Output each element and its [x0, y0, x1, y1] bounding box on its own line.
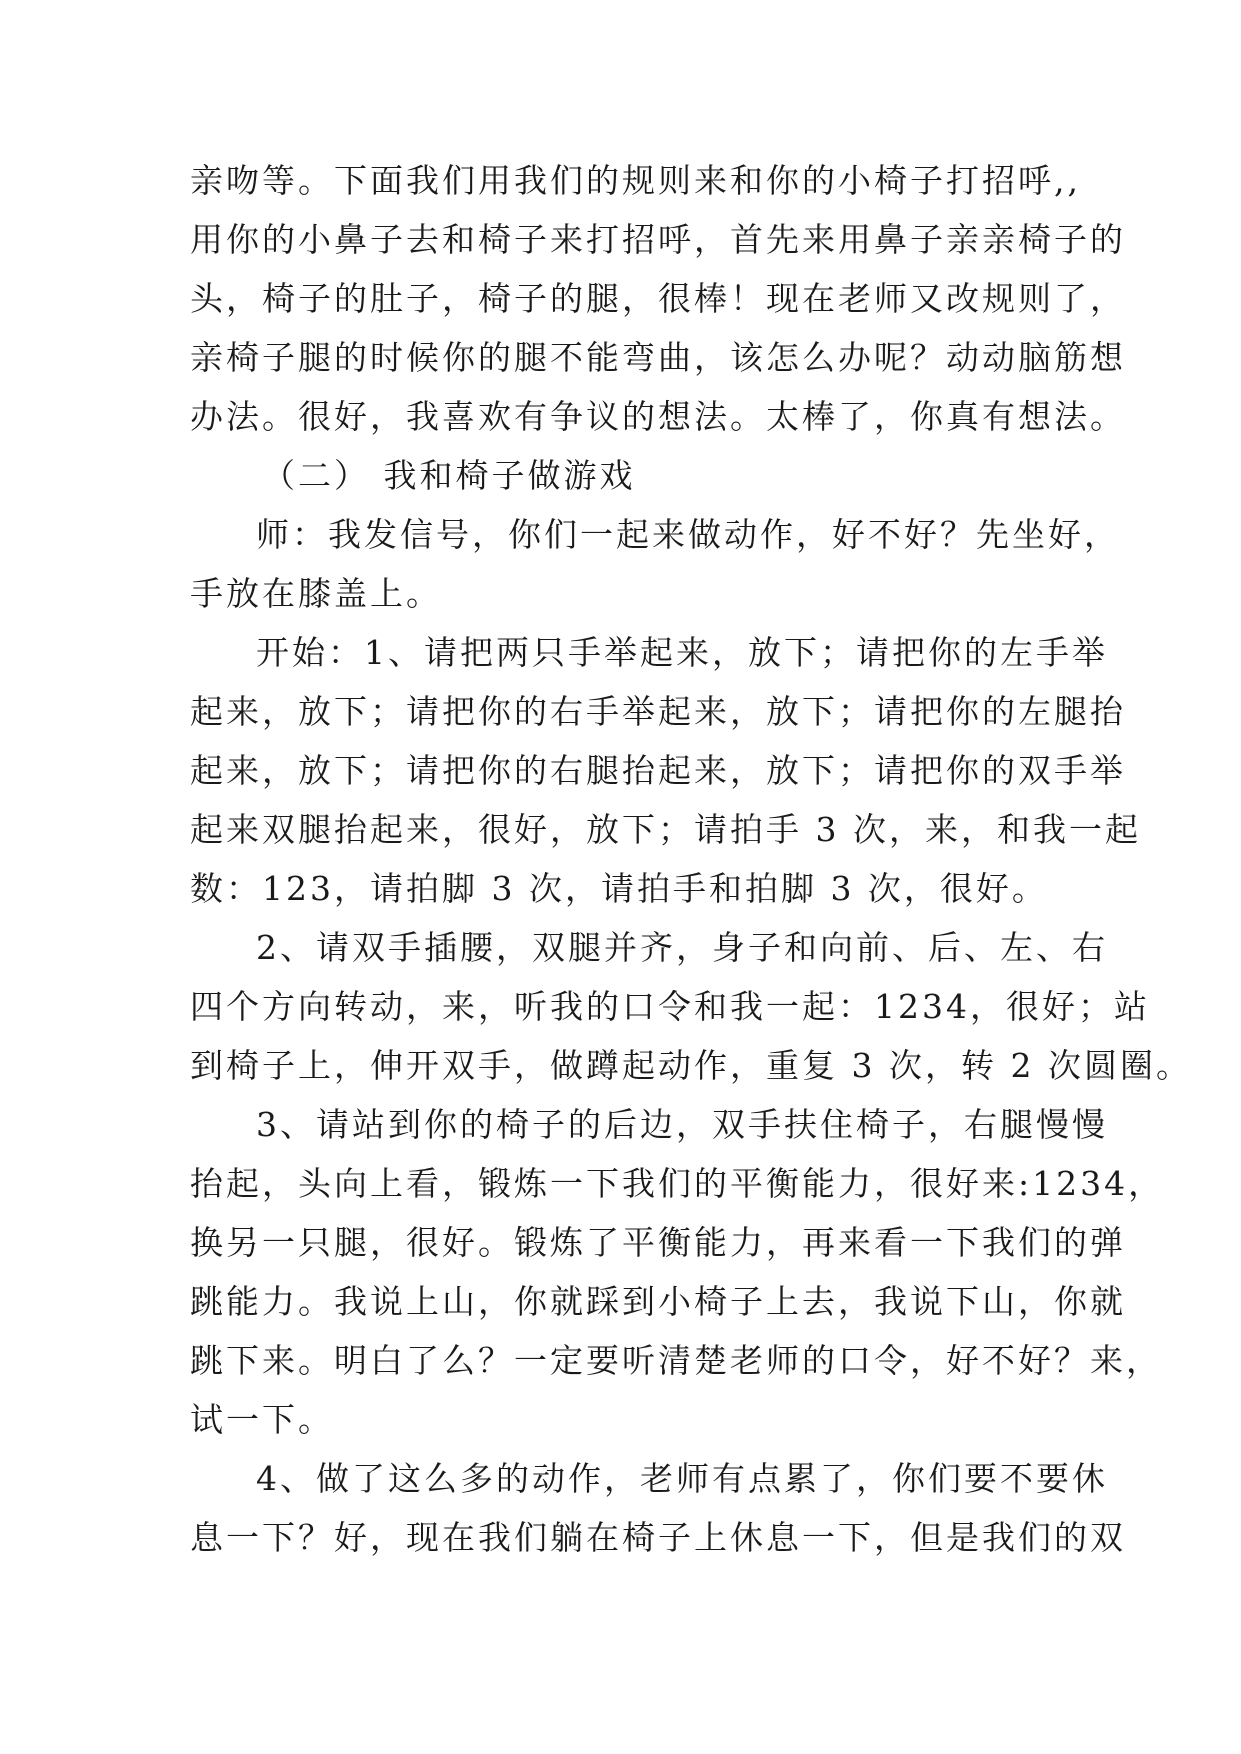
paragraph-line: 办法。很好，我喜欢有争议的想法。太棒了，你真有想法。 — [190, 397, 1126, 436]
paragraph-line: 跳下来。明白了么？一定要听清楚老师的口令，好不好？来， — [190, 1341, 1162, 1380]
paragraph-line: 3、请站到你的椅子的后边，双手扶住椅子，右腿慢慢 — [256, 1105, 1108, 1144]
paragraph-line: 用你的小鼻子去和椅子来打招呼，首先来用鼻子亲亲椅子的 — [190, 220, 1126, 259]
section-heading: （二） 我和椅子做游戏 — [262, 456, 636, 495]
paragraph-line: 头，椅子的肚子，椅子的腿，很棒！现在老师又改规则了， — [190, 279, 1126, 318]
paragraph-line: 起来，放下；请把你的右手举起来，放下；请把你的左腿抬 — [190, 692, 1126, 731]
paragraph-line: 手放在膝盖上。 — [190, 574, 442, 613]
paragraph-line: 2、请双手插腰，双腿并齐，身子和向前、后、左、右 — [256, 928, 1108, 967]
paragraph-line: 4、做了这么多的动作，老师有点累了，你们要不要休 — [256, 1459, 1108, 1498]
paragraph-line: 息一下？好，现在我们躺在椅子上休息一下，但是我们的双 — [190, 1518, 1126, 1557]
paragraph-line: 起来双腿抬起来，很好，放下；请拍手 3 次，来，和我一起 — [190, 810, 1141, 849]
paragraph-line: 跳能力。我说上山，你就踩到小椅子上去，我说下山，你就 — [190, 1282, 1126, 1321]
paragraph-line: 师：我发信号，你们一起来做动作，好不好？先坐好， — [256, 515, 1120, 554]
paragraph-line: 起来，放下；请把你的右腿抬起来，放下；请把你的双手举 — [190, 751, 1126, 790]
paragraph-line: 数：123，请拍脚 3 次，请拍手和拍脚 3 次，很好。 — [190, 869, 1048, 908]
paragraph-line: 开始：1、请把两只手举起来，放下；请把你的左手举 — [256, 633, 1108, 672]
paragraph-line: 到椅子上，伸开双手，做蹲起动作，重复 3 次，转 2 次圆圈。 — [190, 1046, 1192, 1085]
paragraph-line: 试一下。 — [190, 1400, 334, 1439]
paragraph-line: 亲椅子腿的时候你的腿不能弯曲，该怎么办呢？动动脑筋想 — [190, 338, 1126, 377]
paragraph-line: 四个方向转动，来，听我的口令和我一起：1234，很好；站 — [190, 987, 1150, 1026]
paragraph-line: 换另一只腿，很好。锻炼了平衡能力，再来看一下我们的弹 — [190, 1223, 1126, 1262]
paragraph-line: 亲吻等。下面我们用我们的规则来和你的小椅子打招呼,, — [190, 161, 1081, 200]
paragraph-line: 抬起，头向上看，锻炼一下我们的平衡能力，很好来:1234， — [190, 1164, 1165, 1203]
